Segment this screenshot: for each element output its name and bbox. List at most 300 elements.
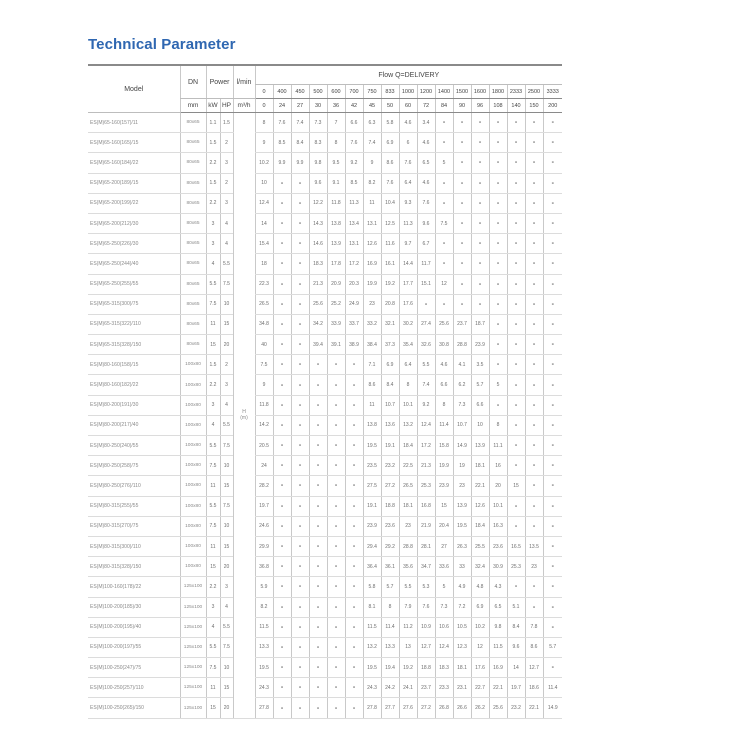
head-value-cell: 16 [489,456,507,476]
head-value-cell: - [345,597,363,617]
hp-cell: 2 [220,355,233,375]
head-value-cell: - [309,577,327,597]
dn-cell: 80x65 [180,294,206,314]
head-value-cell: 7 [327,113,345,133]
head-value-cell: - [471,133,489,153]
dn-cell: 80x65 [180,335,206,355]
head-value-cell: 19.5 [453,516,471,536]
head-value-cell: - [291,335,309,355]
head-value-cell: 10.2 [255,153,273,173]
head-value-cell: - [327,415,345,435]
kw-cell: 15 [206,557,220,577]
head-value-cell: 26.2 [471,698,489,718]
head-value-cell: - [525,436,543,456]
model-cell: ES(M)65-315(328)/150 [88,335,180,355]
head-value-cell: - [309,415,327,435]
model-cell: ES(M)65-315(322)/110 [88,314,180,334]
head-value-cell: - [291,698,309,718]
head-value-cell: - [291,557,309,577]
dn-cell: 125x100 [180,698,206,718]
head-value-cell: 26.8 [435,698,453,718]
head-value-cell: - [345,355,363,375]
hp-cell: 5.5 [220,254,233,274]
head-value-cell: - [291,577,309,597]
head-value-cell: 23.9 [471,335,489,355]
dn-cell: 125x100 [180,678,206,698]
m3h-value-header: 72 [417,99,435,113]
model-cell: ES(M)80-315(270)/75 [88,516,180,536]
head-value-cell: 9.9 [291,153,309,173]
head-value-cell: - [345,617,363,637]
head-value-cell: - [327,658,345,678]
head-value-cell: - [327,617,345,637]
head-value-cell: - [273,193,291,213]
head-value-cell: 4.6 [417,133,435,153]
table-row [88,395,562,415]
head-value-cell: - [543,234,562,254]
head-value-cell: 33.2 [363,314,381,334]
head-value-cell: - [507,254,525,274]
head-value-cell: 9.8 [309,153,327,173]
head-value-cell: 10.1 [489,496,507,516]
head-value-cell: 32.6 [417,335,435,355]
table-row [88,577,562,597]
head-value-cell: - [435,294,453,314]
head-value-cell: 24.2 [381,678,399,698]
hp-cell: 7.5 [220,637,233,657]
table-row [88,536,562,556]
head-value-cell: 23.3 [435,678,453,698]
head-value-cell: - [291,496,309,516]
head-value-cell: 12 [435,274,453,294]
model-cell: ES(M)65-160(157)/11 [88,113,180,133]
dn-cell: 80x65 [180,314,206,334]
head-value-cell: 24.3 [363,678,381,698]
head-value-cell: 19.1 [363,496,381,516]
head-value-cell: - [543,274,562,294]
head-value-cell: - [543,597,562,617]
head-value-cell: 8.5 [273,133,291,153]
model-cell: ES(M)65-200(189)/15 [88,173,180,193]
head-value-cell: 5.8 [363,577,381,597]
head-value-cell: 11.4 [543,678,562,698]
head-value-cell: 23.9 [363,516,381,536]
head-value-cell: - [525,314,543,334]
head-value-cell: 7.3 [309,113,327,133]
head-value-cell: 25.6 [489,698,507,718]
head-value-cell: - [489,395,507,415]
head-value-cell: 6.7 [417,234,435,254]
model-cell: ES(M)100-200(197)/55 [88,637,180,657]
head-value-cell: - [309,516,327,536]
head-value-cell: 28.1 [417,536,435,556]
head-value-cell: - [345,698,363,718]
head-value-cell: 28.8 [399,536,417,556]
head-value-cell: - [273,597,291,617]
head-value-cell: 12.6 [471,496,489,516]
hp-cell: 3 [220,193,233,213]
kw-cell: 11 [206,536,220,556]
head-value-cell: - [291,415,309,435]
dn-cell: 80x65 [180,213,206,233]
head-value-cell: 5.3 [417,577,435,597]
head-value-cell: 39.1 [327,335,345,355]
head-value-cell: - [525,193,543,213]
hp-cell: 15 [220,476,233,496]
head-value-cell: - [435,193,453,213]
head-value-cell: - [471,254,489,274]
head-value-cell: - [525,456,543,476]
dn-cell: 80x65 [180,113,206,133]
table-row [88,557,562,577]
m3h-value-header: 90 [453,99,471,113]
head-value-cell: 28.8 [453,335,471,355]
head-value-cell: - [273,294,291,314]
table-row [88,415,562,435]
head-value-cell: 10.7 [453,415,471,435]
head-value-cell: 18.7 [471,314,489,334]
head-value-cell: 16.5 [507,536,525,556]
dn-cell: 80x65 [180,254,206,274]
head-value-cell: - [543,436,562,456]
hp-cell: 20 [220,698,233,718]
head-value-cell: 9.2 [417,395,435,415]
head-value-cell: 12.4 [417,415,435,435]
head-value-cell: - [525,294,543,314]
lmin-value-header: 450 [291,85,309,99]
head-value-cell: 12.2 [309,193,327,213]
kw-cell: 5.5 [206,637,220,657]
head-value-cell: 10.7 [381,395,399,415]
head-value-cell: 18.6 [525,678,543,698]
dn-cell: 80x65 [180,234,206,254]
head-value-cell: 23.2 [507,698,525,718]
m3h-value-header: 84 [435,99,453,113]
head-value-cell: 10.2 [471,617,489,637]
head-value-cell: 33 [453,557,471,577]
head-value-cell: 6.5 [489,597,507,617]
m3h-value-header: 108 [489,99,507,113]
hp-cell: 7.5 [220,436,233,456]
head-value-cell: 8.4 [381,375,399,395]
kw-cell: 1.1 [206,113,220,133]
head-value-cell: - [291,395,309,415]
head-value-cell: - [507,577,525,597]
head-value-cell: 38.4 [363,335,381,355]
head-value-cell: 16.1 [381,254,399,274]
head-value-cell: 5.7 [471,375,489,395]
head-value-cell: 8.4 [291,133,309,153]
head-value-cell: 8.1 [363,597,381,617]
head-value-cell: 7.6 [417,597,435,617]
head-value-cell: 34.8 [255,314,273,334]
table-row [88,274,562,294]
head-value-cell: 36.1 [381,557,399,577]
head-value-cell: 4.6 [399,113,417,133]
head-value-cell: - [327,577,345,597]
head-value-cell: 16.9 [363,254,381,274]
m3h-value-header: 24 [273,99,291,113]
head-value-cell: - [489,314,507,334]
head-value-cell: 4.3 [489,577,507,597]
head-value-cell: 27.8 [363,698,381,718]
head-value-cell: - [435,113,453,133]
hp-cell: 10 [220,516,233,536]
head-value-cell: 6 [399,133,417,153]
model-cell: ES(M)100-160(178)/22 [88,577,180,597]
head-value-cell: 29.2 [381,536,399,556]
head-value-cell: 5.5 [417,355,435,375]
table-row [88,133,562,153]
head-value-cell: 15 [435,496,453,516]
head-value-cell: - [525,153,543,173]
head-value-cell: - [525,355,543,375]
hp-cell: 3 [220,375,233,395]
table-row [88,496,562,516]
head-value-cell: 8 [381,597,399,617]
head-value-cell: - [291,476,309,496]
dn-cell: 100x80 [180,355,206,375]
model-cell: ES(M)80-315(255)/55 [88,496,180,516]
head-value-cell: 13.9 [327,234,345,254]
head-value-cell: 23.7 [417,678,435,698]
head-value-cell: 11.6 [381,234,399,254]
kw-cell: 7.5 [206,294,220,314]
m3h-value-header: 27 [291,99,309,113]
head-value-cell: 26.6 [453,698,471,718]
head-value-cell: 23.1 [453,678,471,698]
lmin-value-header: 1200 [417,85,435,99]
head-value-cell: 13.3 [381,637,399,657]
model-cell: ES(M)80-250(258)/75 [88,456,180,476]
head-value-cell: 19.7 [507,678,525,698]
head-value-cell: 33.6 [435,557,453,577]
hp-cell: 4 [220,234,233,254]
lmin-value-header: 500 [309,85,327,99]
head-value-cell: - [345,415,363,435]
head-value-cell: - [273,234,291,254]
head-value-cell: - [453,153,471,173]
hp-cell: 15 [220,536,233,556]
head-value-cell: - [273,516,291,536]
page-title: Technical Parameter [88,36,236,53]
head-value-cell: - [489,113,507,133]
head-value-cell: 11.8 [327,193,345,213]
head-value-cell: 7.2 [453,597,471,617]
head-value-cell: 17.7 [399,274,417,294]
head-value-cell: 19.1 [381,436,399,456]
head-value-cell: 10.9 [417,617,435,637]
head-value-cell: 27.5 [363,476,381,496]
model-cell: ES(M)80-315(328)/150 [88,557,180,577]
head-value-cell: 22.1 [489,678,507,698]
head-value-cell: 20.5 [255,436,273,456]
kw-unit-header: kW [206,99,220,113]
head-value-cell: 40 [255,335,273,355]
head-value-cell: 13.4 [345,213,363,233]
head-value-cell: - [453,173,471,193]
head-value-cell: 4.1 [453,355,471,375]
head-value-cell: - [309,698,327,718]
head-value-cell: 27.8 [255,698,273,718]
head-value-cell: 19.7 [255,496,273,516]
table-row [88,234,562,254]
model-cell: ES(M)65-250(255)/55 [88,274,180,294]
head-value-cell: 18.1 [471,456,489,476]
head-value-cell: - [543,294,562,314]
head-value-cell: 17.6 [399,294,417,314]
head-value-cell: - [291,436,309,456]
head-value-cell: - [525,476,543,496]
head-value-cell: 10.4 [381,193,399,213]
head-value-cell: - [327,375,345,395]
dn-cell: 80x65 [180,173,206,193]
head-value-cell: 16.8 [417,496,435,516]
lmin-value-header: 3333 [543,85,562,99]
head-value-cell: 24 [255,456,273,476]
head-unit: (m) [240,415,248,422]
head-value-cell: 23.7 [453,314,471,334]
head-value-cell: - [309,658,327,678]
head-value-cell: - [489,234,507,254]
head-value-cell: - [471,153,489,173]
head-value-cell: - [525,496,543,516]
head-value-cell: - [471,234,489,254]
table-row [88,173,562,193]
model-cell: ES(M)80-250(276)/110 [88,476,180,496]
head-value-cell: - [453,234,471,254]
kw-cell: 4 [206,617,220,637]
kw-cell: 2.2 [206,153,220,173]
hp-cell: 15 [220,314,233,334]
head-value-cell: 7.6 [273,113,291,133]
head-value-cell: 25.2 [327,294,345,314]
dn-header: DN [180,65,206,99]
head-value-cell: 6.6 [345,113,363,133]
head-value-cell: 27.4 [417,314,435,334]
head-value-cell: - [273,577,291,597]
table-body [88,113,562,719]
head-value-cell: - [543,133,562,153]
head-value-cell: 19.9 [435,456,453,476]
head-value-cell: - [507,193,525,213]
head-value-cell: 4.6 [435,355,453,375]
hp-cell: 20 [220,335,233,355]
head-value-cell: - [525,113,543,133]
kw-cell: 3 [206,213,220,233]
head-value-cell: - [435,133,453,153]
model-cell: ES(M)80-250(240)/55 [88,436,180,456]
head-value-cell: - [507,274,525,294]
head-value-cell: - [507,375,525,395]
head-value-cell: 36.8 [255,557,273,577]
lmin-value-header: 700 [345,85,363,99]
head-value-cell: - [507,314,525,334]
head-value-cell: - [327,597,345,617]
head-value-cell: 3.4 [417,113,435,133]
dn-cell: 100x80 [180,476,206,496]
head-value-cell: 25.6 [435,314,453,334]
head-value-cell: 6.9 [471,597,489,617]
head-label-cell [233,113,255,719]
head-value-cell: - [471,274,489,294]
head-value-cell: - [507,456,525,476]
head-value-cell: 6.4 [399,355,417,375]
head-value-cell: 17.8 [327,254,345,274]
head-value-cell: 22.7 [471,678,489,698]
head-value-cell: 37.3 [381,335,399,355]
table-row [88,637,562,657]
dn-cell: 100x80 [180,436,206,456]
head-value-cell: 19.5 [363,436,381,456]
head-value-cell: 9.5 [327,153,345,173]
table-row [88,153,562,173]
head-value-cell: 8 [327,133,345,153]
kw-cell: 15 [206,335,220,355]
head-value-cell: 14.3 [309,213,327,233]
head-value-cell: 25.6 [309,294,327,314]
head-value-cell: 18.1 [453,658,471,678]
head-value-cell: 8.5 [345,173,363,193]
head-value-cell: 19.2 [399,658,417,678]
hp-cell: 2 [220,173,233,193]
head-value-cell: - [273,173,291,193]
head-value-cell: - [489,153,507,173]
model-cell: ES(M)80-315(300)/110 [88,536,180,556]
kw-cell: 7.5 [206,658,220,678]
head-value-cell: - [489,254,507,274]
model-cell: ES(M)65-200(199)/22 [88,193,180,213]
head-value-cell: 13.2 [399,415,417,435]
model-cell: ES(M)65-160(165)/15 [88,133,180,153]
head-value-cell: 23.9 [435,476,453,496]
head-value-cell: - [273,678,291,698]
head-value-cell: - [327,557,345,577]
head-value-cell: - [525,577,543,597]
head-value-cell: 14.4 [399,254,417,274]
table-row [88,436,562,456]
head-value-cell: 13.6 [381,415,399,435]
dn-cell: 100x80 [180,516,206,536]
head-value-cell: - [489,335,507,355]
lmin-value-header: 2333 [507,85,525,99]
head-value-cell: - [327,678,345,698]
head-value-cell: - [327,395,345,415]
table-row [88,314,562,334]
head-value-cell: 23 [363,294,381,314]
head-value-cell: 17.6 [471,658,489,678]
head-value-cell: 22.1 [471,476,489,496]
head-value-cell: 18.4 [399,436,417,456]
lmin-header: l/min [233,65,255,99]
hp-cell: 3 [220,153,233,173]
head-value-cell: - [273,698,291,718]
head-value-cell: 11 [363,193,381,213]
head-value-cell: 7.6 [381,173,399,193]
head-value-cell: 23 [399,516,417,536]
head-value-cell: 5.7 [381,577,399,597]
head-value-cell: 9.9 [273,153,291,173]
head-value-cell: 25.3 [417,476,435,496]
head-value-cell: 10.6 [435,617,453,637]
head-value-cell: 9.6 [507,637,525,657]
head-value-cell: - [309,375,327,395]
head-value-cell: - [525,173,543,193]
head-value-cell: - [327,536,345,556]
head-value-cell: - [327,516,345,536]
head-value-cell: - [273,456,291,476]
dn-cell: 100x80 [180,496,206,516]
